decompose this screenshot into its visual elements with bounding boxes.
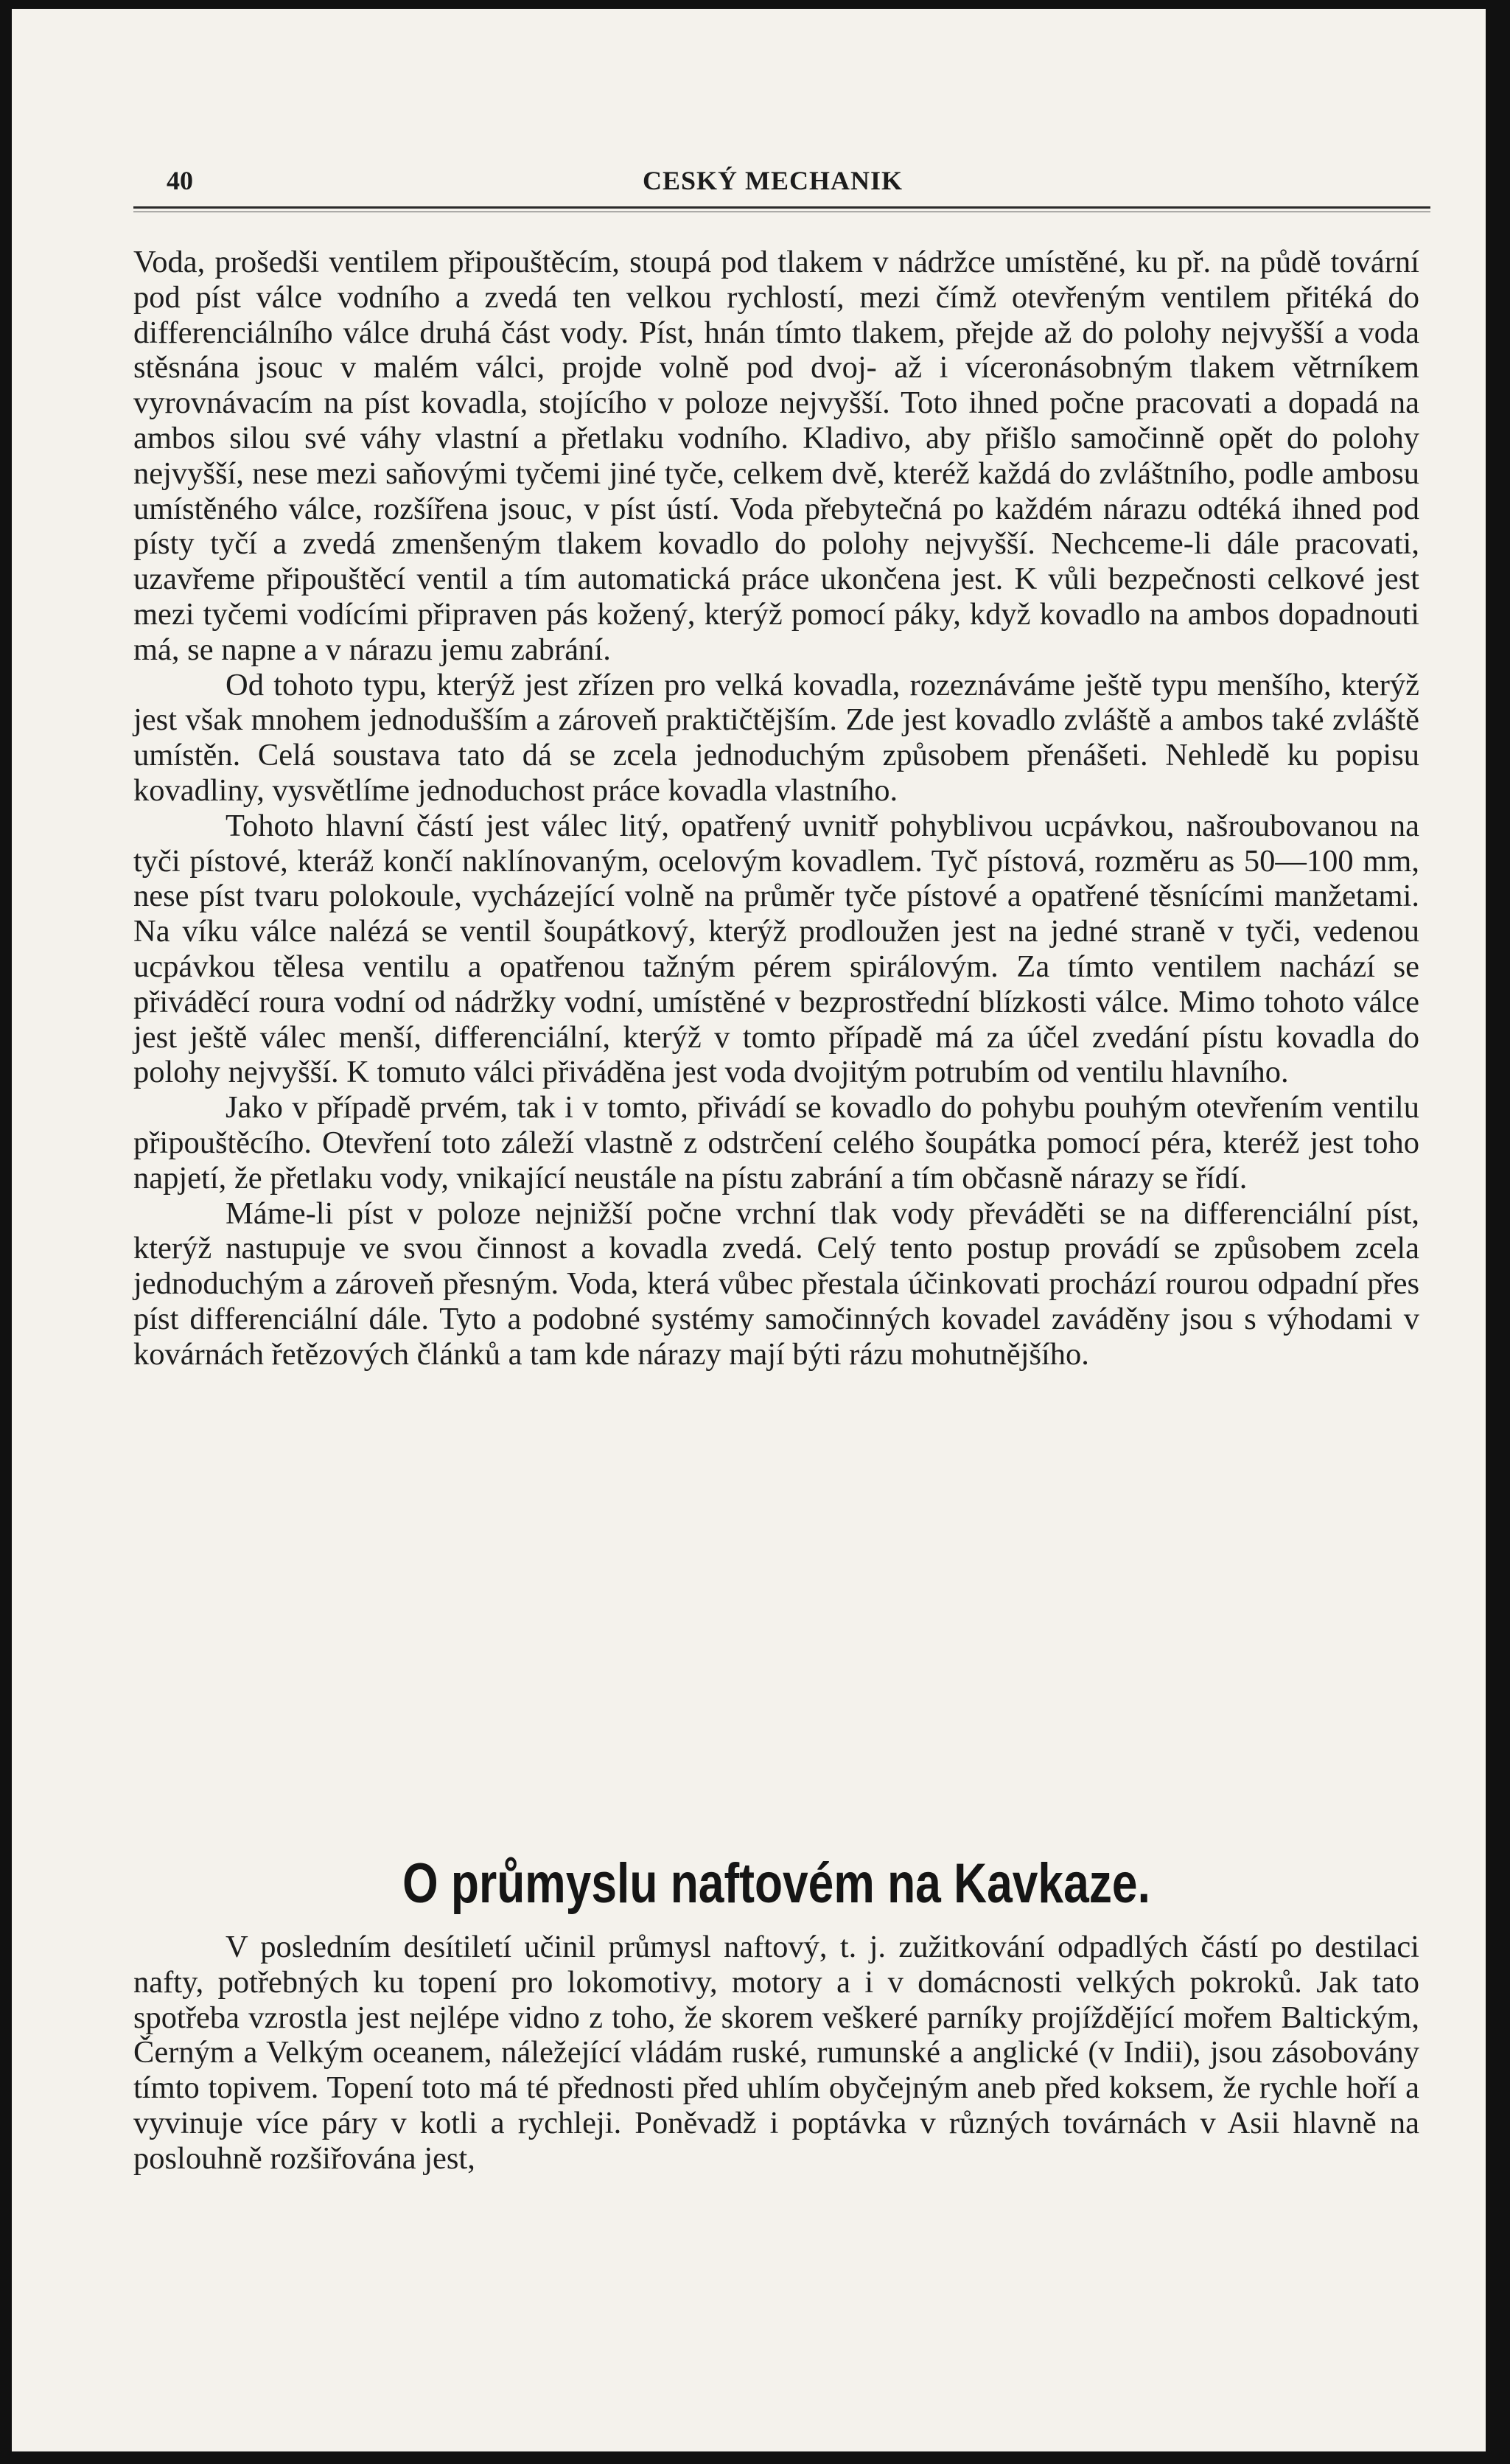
paragraph: Tohoto hlavní částí jest válec litý, opatřený uvnitř pohyblivou ucpávkou, našroubovanou na tyči pístové, kteráž končí naklínovaným, ocelovým kovadlem. Tyč pístová, rozměru as 50—100 mm, nese píst tvaru polokoule, vycházející volně na průměr tyče pístové a opatřené těsnícími manžetami. Na víku válce nalézá se ventil šoupátkový, kterýž prodloužen jest na jedné straně v tyči, vedenou ucpávkou tělesa ventilu a opatřenou tažným pérem spirálovým. Za tímto ventilem nachází se přiváděcí roura vodní od nádržky vodní, umístěné v bezprostřední blízkosti válce. Mimo tohoto válce jest ještě válec menší, differenciální, kterýž v tomto případě má za účel zvedání pístu kovadla do polohy nejvyšší. K tomuto válci přiváděna jest voda dvojitým potrubím od ventilu hlavního. (133, 808, 1419, 1090)
page-header (144, 165, 1427, 209)
paragraph: Máme-li píst v poloze nejnižší počne vrchní tlak vody převáděti se na differenciální píst, kterýž nastupuje ve svou činnost a kovadla zvedá. Celý tento postup provádí se způsobem zcela jednoduchým a zároveň přesným. Voda, která vůbec přestala účinkovati prochází rourou odpadní přes píst differenciální dále. Tyto a podobné systémy samočinných kovadel zaváděny jsou s výhodami v kovárnách řetězových článků a tam kde nárazy mají býti rázu mohutnějšího. (133, 1196, 1419, 1372)
paragraph: V posledním desítiletí učinil průmysl naftový, t. j. zužitkování odpadlých částí po destilaci nafty, potřebných ku topení pro lokomotivy, motory a i v domácnosti velkých pokroků. Jak tato spotřeba vzrostla jest nejlépe vidno z toho, že skorem veškeré parníky projíždějící mořem Baltickým, Černým a Velkým oceanem, náležející vládám ruské, rumunské a anglické (v Indii), jsou zásobovány tímto topivem. Topení toto má té přednosti před uhlím obyčejným aneb před koksem, že rychle hoří a vyvinuje více páry v kotli a rychleji. Poněvadž i poptávka v různých továrnách v Asii hlavně na poslouhně rozšiřována jest, (133, 1930, 1419, 2176)
paragraph: Od tohoto typu, kterýž jest zřízen pro velká kovadla, rozeznáváme ještě typu menšího, kterýž jest však mnohem jednodušším a zároveň praktičtějším. Zde jest kovadlo zvláště a ambos také zvláště umístěn. Celá soustava tato dá se zcela jednoduchým způsobem přenášeti. Nehledě ku popisu kovadliny, vysvětlíme jednoduchost práce kovadla vlastního. (133, 667, 1419, 808)
paragraph: Jako v případě prvém, tak i v tomto, přivádí se kovadlo do pohybu pouhým otevřením ventilu připouštěcího. Otevření toto záleží vlastně z odstrčení celého šoupátka pomocí péra, kteréž jest toho napjetí, že přetlaku vody, vnikající neustále na pístu zabrání a tím občasně nárazy se řídí. (133, 1090, 1419, 1196)
article-body (133, 245, 1419, 1372)
book-page (12, 9, 1486, 2451)
article-body-2 (133, 1930, 1419, 2177)
running-title: CESKÝ MECHANIK (643, 166, 903, 195)
paragraph: Voda, prošedši ventilem připouštěcím, stoupá pod tlakem v nádržce umístěné, ku př. na půdě tovární pod píst válce vodního a zvedá ten velkou rychlostí, mezi čímž otevřeným ventilem přitéká do differenciálního válce druhá část vody. Píst, hnán tímto tlakem, přejde až do polohy nejvyšší a voda stěsnána jsouc v malém válci, projde volně pod dvoj- až i víceronásobným tlakem větrníkem vyrovnávacím na píst kovadla, stojícího v poloze nejvyšší. Toto ihned počne pracovati a dopadá na ambos silou své váhy vlastní a přetlaku vodního. Kladivo, aby přišlo samočinně opět do polohy nejvyšší, nese mezi saňovými tyčemi jiné tyče, celkem dvě, kteréž každá do zvláštního, podle ambosu umístěného válce, rozšířena jsouc, v píst ústí. Voda přebytečná po každém nárazu odtéká ihned pod písty tyčí a zvedá zmenšeným tlakem kovadlo do polohy nejvyšší. Nechceme-li dále pracovati, uzavřeme připouštěcí ventil a tím automatická práce ukončena jest. K vůli bezpečnosti celkové jest mezi tyčemi vodícími připraven pás kožený, kterýž pomocí páky, když kovadlo na ambos dopadnouti má, se napne a v nárazu jemu zabrání. (133, 245, 1419, 667)
header-rule (133, 206, 1430, 212)
page-number: 40 (167, 166, 193, 195)
article-title: O průmyslu naftovém na Kavkaze. (402, 1852, 1150, 1915)
